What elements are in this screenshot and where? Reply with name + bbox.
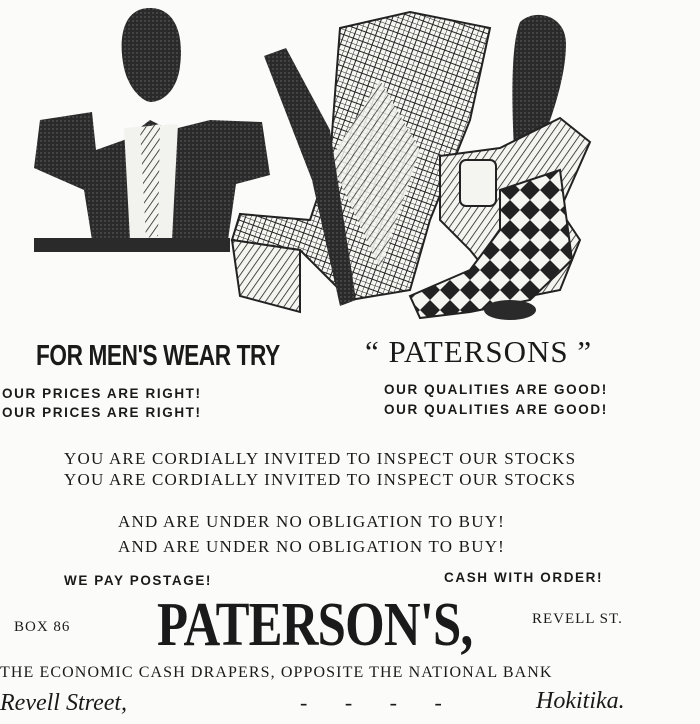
tagline: THE ECONOMIC CASH DRAPERS, OPPOSITE THE NATIONAL BANK bbox=[0, 664, 553, 681]
man-tying-tie-icon bbox=[34, 8, 270, 252]
brand-name: PATERSON'S, bbox=[157, 591, 473, 659]
footer-street: Revell Street, bbox=[0, 690, 128, 716]
qualities-line-1: OUR QUALITIES ARE GOOD! bbox=[384, 382, 608, 397]
menswear-illustration bbox=[0, 0, 700, 340]
postage-note: WE PAY POSTAGE! bbox=[64, 573, 213, 588]
prices-line-2: OUR PRICES ARE RIGHT! bbox=[2, 405, 202, 420]
invite-line-1: YOU ARE CORDIALLY INVITED TO INSPECT OUR STOCKS bbox=[64, 449, 577, 468]
headline-left: FOR MEN'S WEAR TRY bbox=[36, 340, 280, 372]
prices-line-1: OUR PRICES ARE RIGHT! bbox=[2, 386, 202, 401]
obligation-line-2: AND ARE UNDER NO OBLIGATION TO BUY! bbox=[118, 537, 506, 556]
obligation-line-1: AND ARE UNDER NO OBLIGATION TO BUY! bbox=[118, 512, 506, 531]
qualities-line-2: OUR QUALITIES ARE GOOD! bbox=[384, 402, 608, 417]
cash-note: CASH WITH ORDER! bbox=[444, 570, 604, 585]
footer-town: Hokitika. bbox=[536, 688, 625, 714]
invite-line-2: YOU ARE CORDIALLY INVITED TO INSPECT OUR STOCKS bbox=[64, 470, 577, 489]
headline-right: “ PATERSONS ” bbox=[365, 334, 593, 369]
footer-dashes: - - - - bbox=[300, 690, 458, 715]
box-number: BOX 86 bbox=[14, 619, 71, 635]
address-short: REVELL ST. bbox=[532, 611, 623, 627]
